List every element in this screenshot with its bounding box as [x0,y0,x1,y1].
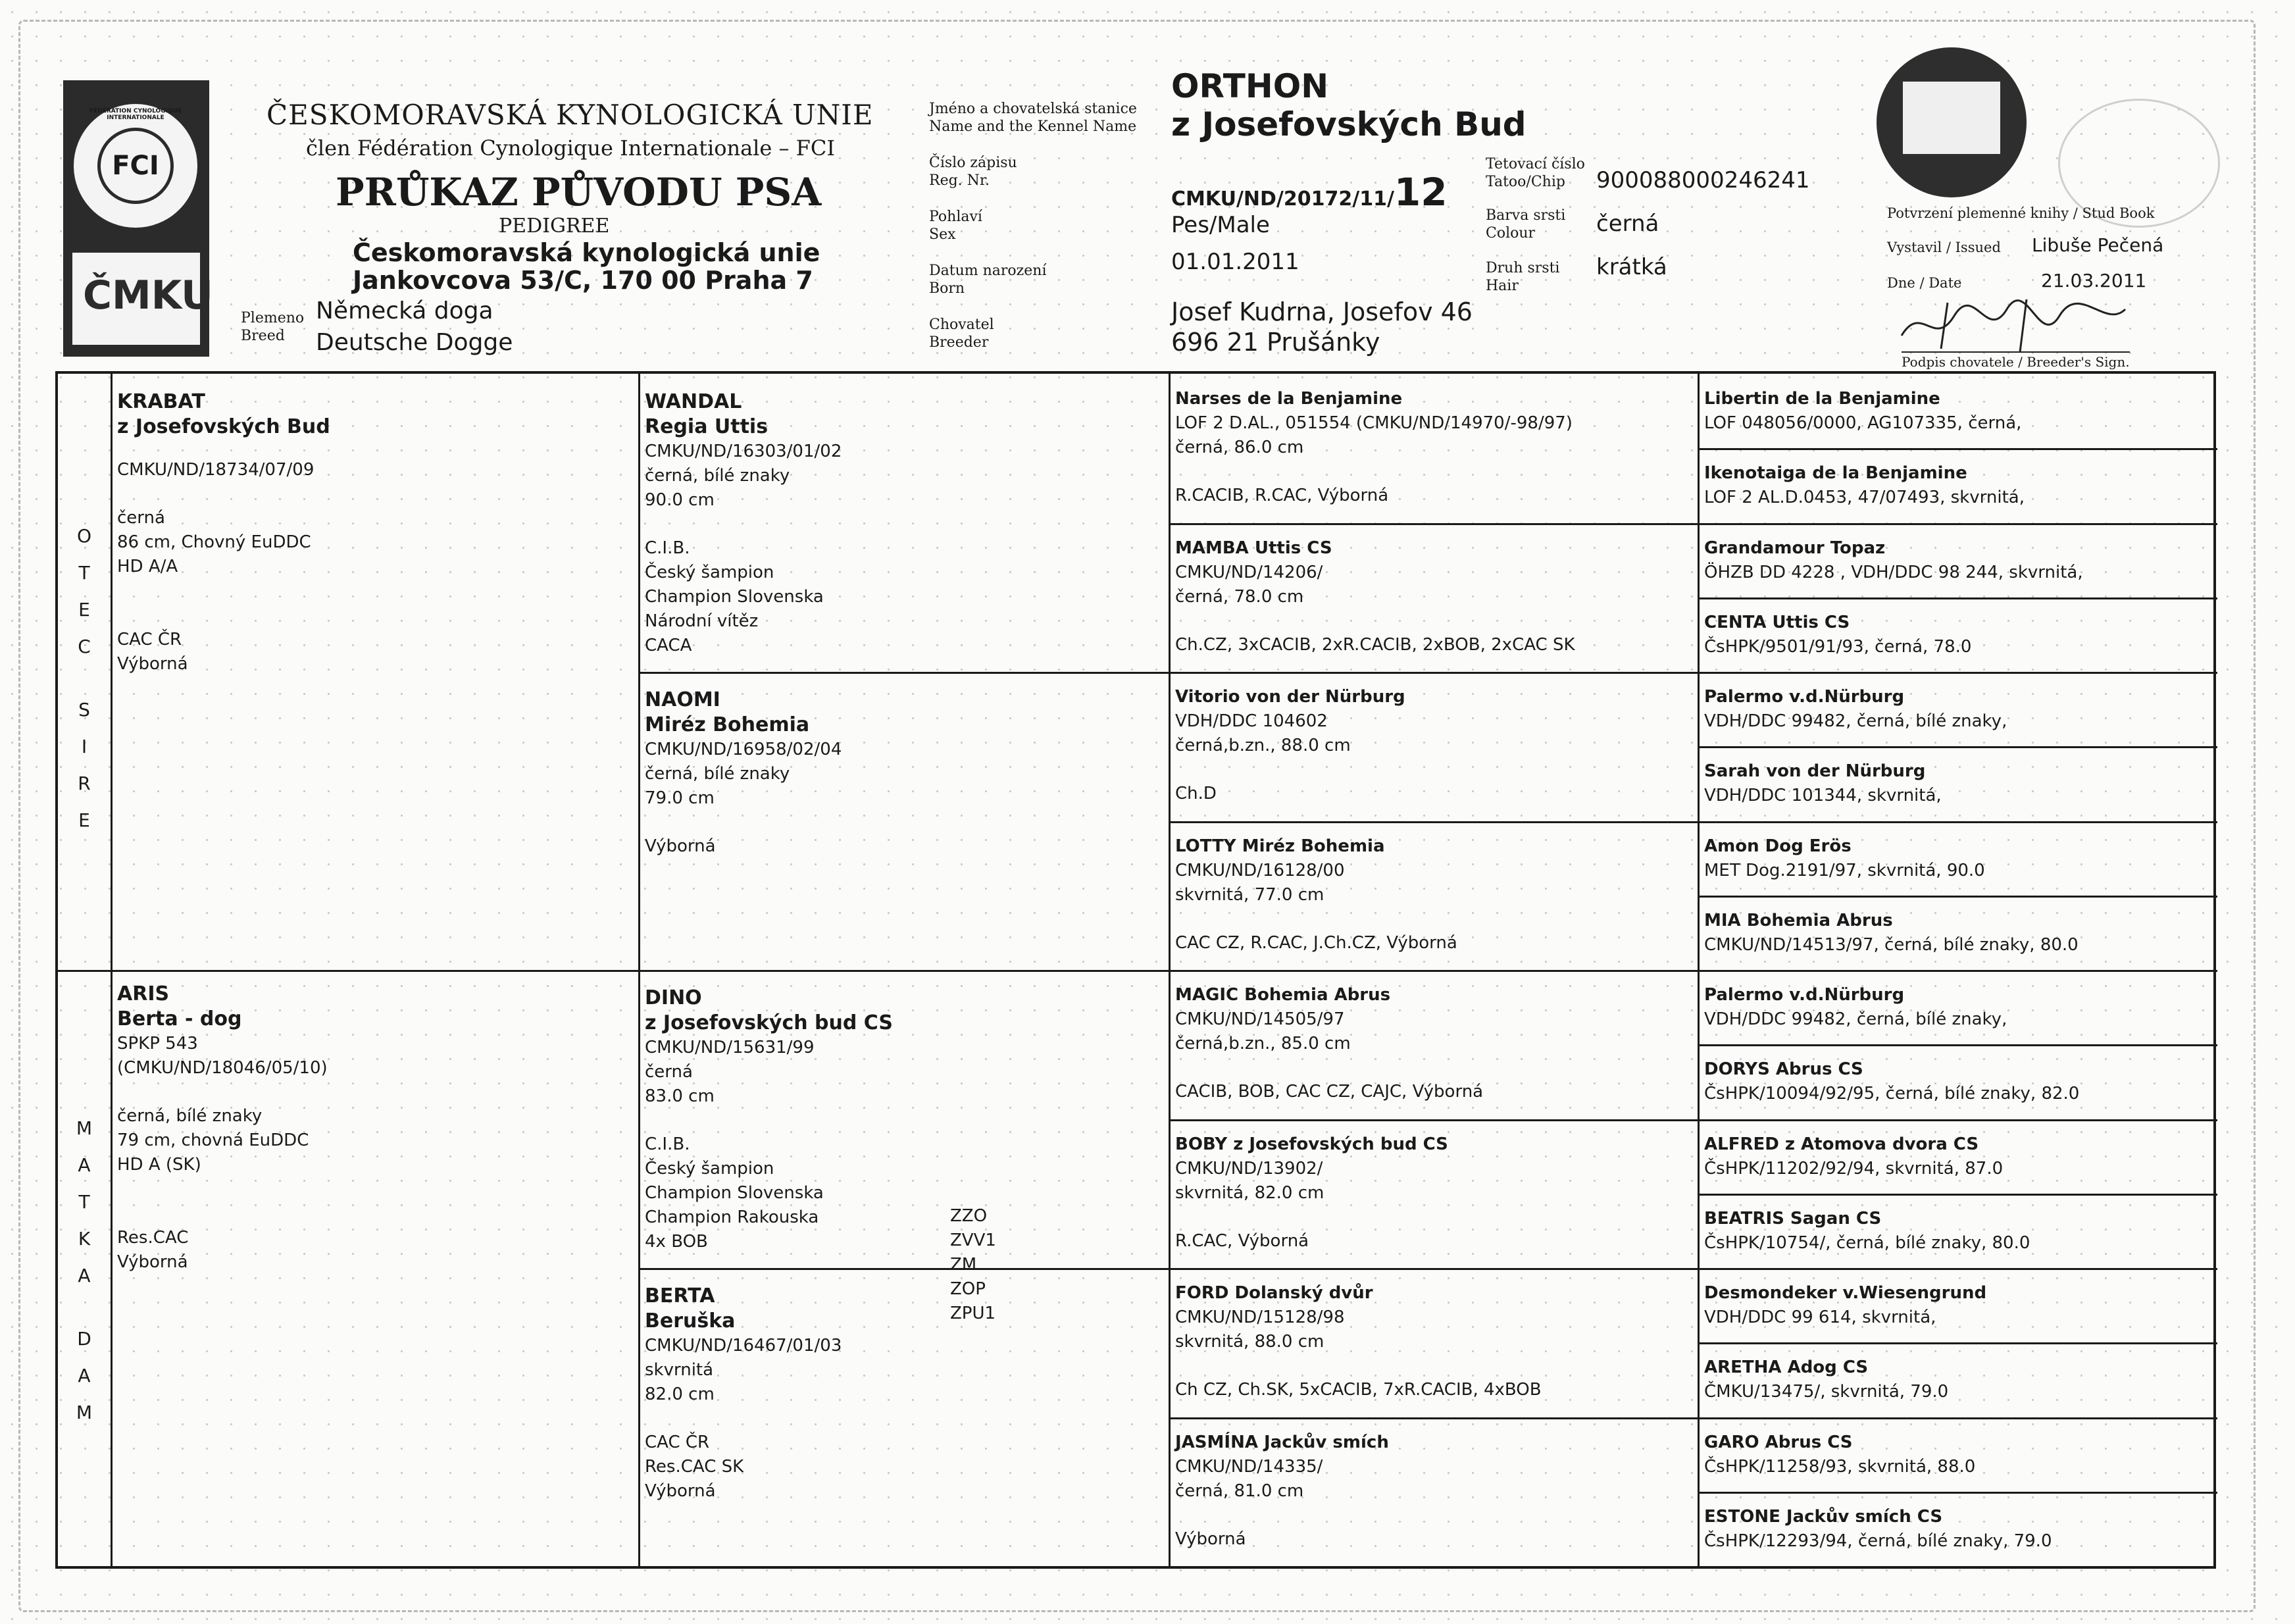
stamp-inner [1903,82,2000,154]
doc-title: PRŮKAZ PŮVODU PSA [336,170,822,215]
sire-letter: C [78,636,91,657]
reg-number [1171,170,1448,215]
breeder-label [929,316,994,351]
gen4-cell [1704,1207,2211,1256]
dam-letter: A [78,1265,91,1286]
gen2-title: Národní vítěz [645,611,759,631]
dam-reg2: (CMKU/ND/18046/05/10) [117,1058,328,1078]
gen3-cell [1175,1431,1688,1552]
gen4-info: ČsHPK/12293/94, černá, bílé znaky, 79.0 [1704,1531,2052,1551]
gen2-reg: CMKU/ND/16467/01/03 [645,1336,842,1356]
gen4-info: ÖHZB DD 4228 , VDH/DDC 98 244, skvrnitá, [1704,562,2083,582]
address-line2: Jankovcova 53/C, 170 00 Praha 7 [353,266,813,295]
gen3-name: Narses de la Benjamine [1175,389,1403,409]
hair-label [1486,259,1559,295]
gen4-name: ARETHA Adog CS [1704,1358,1869,1378]
gen4-cell [1704,1132,2211,1181]
gen4-info: MET Dog.2191/97, skvrnitá, 90.0 [1704,860,1985,880]
fci-logo-text: FCI [97,128,174,204]
fci-ring-text: FÉDÉRATION CYNOLOGIQUE INTERNATIONALE [89,108,182,121]
gen4-info: LOF 048056/0000, AG107335, černá, [1704,413,2022,433]
dam-letter: M [76,1117,93,1139]
gen2-name: DINO [645,986,702,1009]
gen2-title: Champion Slovenska [645,1183,824,1203]
born-label [929,262,1046,297]
dam-hd: HD A (SK) [117,1155,201,1175]
gen2-title-right: ZPU1 [950,1304,996,1323]
dam-cell [117,982,328,1275]
sire-letter: R [78,773,91,794]
breed-label [241,309,304,345]
date-value: 21.03.2011 [2041,270,2147,292]
gen2-title-right: ZZO [950,1206,988,1226]
gen3-titles: Ch CZ, Ch.SK, 5xCACIB, 7xR.CACIB, 4xBOB [1175,1380,1542,1400]
gen2-title: Champion Rakouska [645,1207,819,1227]
gen4-name: Libertin de la Benjamine [1704,389,1940,409]
gen2-title: CACA [645,636,692,655]
gen3-name: MAGIC Bohemia Abrus [1175,985,1391,1005]
dam-grade: Výborná [117,1252,188,1272]
address-line1: Českomoravská kynologická unie [353,238,820,267]
gen2-title: Český šampion [645,1159,774,1179]
sign-label: Podpis chovatele / Breeder's Sign. [1902,351,2130,370]
gen3-name: Vitorio von der Nürburg [1175,687,1405,707]
gen3-name: FORD Dolanský dvůr [1175,1283,1373,1303]
gen4-cell [1704,1505,2211,1554]
cmku-logo [72,253,213,345]
gen3-cell [1175,685,1688,806]
gen3-titles: R.CACIB, R.CAC, Výborná [1175,486,1389,505]
breed-label-en: Breed [241,328,285,344]
gen2-title: CAC ČR [645,1433,710,1452]
date-label: Dne / Date [1887,275,1962,291]
gen3-titles: Ch.D [1175,784,1217,803]
dog-kennel: z Josefovských Bud [1171,105,1526,143]
gen2-kennel: z Josefovských bud CS [645,1011,893,1034]
gen2-reg: CMKU/ND/16958/02/04 [645,740,842,759]
gen4-name: Amon Dog Erös [1704,836,1852,856]
cmku-logo-text: ČMKU [83,272,213,318]
gen3-reg: CMKU/ND/14206/ [1175,562,1323,582]
gen4-cell [1704,1281,2211,1330]
gen2-size: 83.0 cm [645,1086,715,1106]
gen3-name: LOTTY Miréz Bohemia [1175,836,1385,856]
gen3-reg: VDH/DDC 104602 [1175,711,1328,731]
hair-label-en: Hair [1486,278,1519,294]
sire-letter: T [78,562,90,584]
signature-scribble [1895,290,2132,355]
gen3-info: černá, 86.0 cm [1175,438,1304,457]
gen2-title-right: ZOP [950,1279,986,1299]
org-name: ČESKOMORAVSKÁ KYNOLOGICKÁ UNIE [266,99,874,131]
gen4-cell [1704,461,2211,510]
gen4-info: CMKU/ND/14513/97, černá, bílé znaky, 80.0 [1704,934,2079,955]
gen2-colour: černá, bílé znaky [645,466,790,486]
dam-letter: D [77,1328,91,1350]
gen3-cell [1175,983,1688,1104]
breed-cz: Německá doga [316,297,493,324]
dam-letter: A [78,1365,91,1386]
gen4-info: ČsHPK/10094/92/95, černá, bílé znaky, 82.0 [1704,1084,2080,1104]
reg-number-suffix: 12 [1394,170,1448,215]
reg-number-main: CMKU/ND/20172/11/ [1171,188,1394,211]
dam-letter: T [78,1191,90,1213]
gen3-titles: Ch.CZ, 3xCACIB, 2xR.CACIB, 2xBOB, 2xCAC SK [1175,634,1575,655]
sire-letter: O [76,525,92,547]
gen4-cell [1704,909,2211,957]
sire-vertical-label [58,525,111,846]
gen4-cell [1704,834,2211,883]
born-label-en: Born [929,280,965,297]
gen2-name: NAOMI [645,688,720,711]
gen2-cell [645,1284,1145,1504]
gen2-reg: CMKU/ND/16303/01/02 [645,442,842,461]
gen4-info: VDH/DDC 101344, skvrnitá, [1704,786,1942,806]
reg-label-cz: Číslo zápisu [929,155,1017,171]
gen4-name: CENTA Uttis CS [1704,612,1850,632]
gen3-name: MAMBA Uttis CS [1175,538,1332,558]
sire-kennel: z Josefovských Bud [117,415,330,438]
gen4-info: ČsHPK/10754/, černá, bílé znaky, 80.0 [1704,1232,2030,1253]
sire-hd: HD A/A [117,557,178,576]
org-member: člen Fédération Cynologique Internationale – FCI [306,136,835,161]
gen4-info: ČsHPK/11258/93, skvrnitá, 88.0 [1704,1456,1976,1477]
studbook-confirm: Potvrzení plemenné knihy / Stud Book [1887,205,2155,221]
chip-label-cz: Tetovací číslo [1486,156,1585,172]
dam-kennel: Berta - dog [117,1007,242,1030]
gen3-titles: CAC CZ, R.CAC, J.Ch.CZ, Výborná [1175,932,1457,953]
gen2-name: WANDAL [645,390,742,413]
gen3-reg: CMKU/ND/16128/00 [1175,860,1345,880]
gen4-name: Sarah von der Nürburg [1704,761,1926,782]
gen4-info: ČsHPK/11202/92/94, skvrnitá, 87.0 [1704,1158,2004,1179]
colour-value: černá [1596,211,1659,237]
dam-letter: M [76,1402,93,1423]
gen4-name: DORYS Abrus CS [1704,1059,1863,1080]
gen3-reg: CMKU/ND/14335/ [1175,1456,1323,1477]
sire-letter: E [78,599,90,621]
gen2-reg: CMKU/ND/15631/99 [645,1038,815,1057]
gen3-info: černá,b.zn., 88.0 cm [1175,736,1351,755]
colour-label [1486,207,1565,242]
gen3-cell [1175,536,1688,657]
gen3-info: černá,b.zn., 85.0 cm [1175,1034,1351,1053]
sire-reg: CMKU/ND/18734/07/09 [117,460,315,480]
gen2-title: C.I.B. [645,538,690,558]
gen2-cell [645,688,1145,859]
doc-subtitle: PEDIGREE [499,215,610,238]
gen4-info: VDH/DDC 99482, černá, bílé znaky, [1704,711,2007,731]
gen3-name: JASMÍNA Jackův smích [1175,1432,1389,1452]
gen4-cell [1704,536,2211,585]
sire-size: 86 cm, Chovný EuDDC [117,532,311,552]
pedigree-table [55,371,2216,1569]
gen4-name: Desmondeker v.Wiesengrund [1704,1283,1987,1303]
gen3-reg: CMKU/ND/15128/98 [1175,1307,1345,1327]
gen4-name: Ikenotaiga de la Benjamine [1704,463,1967,484]
gen2-kennel: Miréz Bohemia [645,713,810,736]
name-label-cz: Jméno a chovatelská stanice [929,101,1137,117]
reg-label-en: Reg. Nr. [929,172,990,189]
gen2-kennel: Regia Uttis [645,415,769,438]
gen2-name: BERTA [645,1284,715,1307]
breeder-line2: 696 21 Prušánky [1171,328,1380,357]
chip-value: 900088000246241 [1596,167,1810,193]
gen4-name: Palermo v.d.Nürburg [1704,687,1905,707]
gen2-colour: černá, bílé znaky [645,764,790,784]
gen4-name: GARO Abrus CS [1704,1432,1853,1452]
dam-name: ARIS [117,982,170,1005]
gen2-title: C.I.B. [645,1134,690,1154]
gen3-cell [1175,1132,1688,1254]
gen2-cell [645,390,1145,658]
gen4-info: VDH/DDC 99482, černá, bílé znaky, [1704,1009,2007,1029]
sex-label [929,208,982,243]
sire-letter: I [81,736,88,757]
gen3-info: skvrnitá, 88.0 cm [1175,1332,1324,1352]
gen2-title: 4x BOB [645,1232,708,1252]
gen3-titles: R.CAC, Výborná [1175,1231,1309,1251]
gen3-titles: CACIB, BOB, CAC CZ, CAJC, Výborná [1175,1082,1484,1102]
gen4-name: BEATRIS Sagan CS [1704,1208,1882,1229]
sire-grade: Výborná [117,654,188,674]
cmku-stamp [1877,47,2027,197]
breeder-label-en: Breeder [929,334,989,351]
fci-logo [70,100,201,232]
dam-letter: A [78,1154,91,1176]
breed-de: Deutsche Dogge [316,329,513,356]
breeder-line1: Josef Kudrna, Josefov 46 [1171,297,1473,326]
gen3-info: černá, 81.0 cm [1175,1481,1304,1501]
gen4-name: ESTONE Jackův smích CS [1704,1506,1943,1527]
sire-letter: S [78,699,90,721]
gen4-cell [1704,611,2211,659]
issued-label: Vystavil / Issued [1887,240,2001,255]
colour-label-cz: Barva srsti [1486,207,1566,224]
dog-name: ORTHON [1171,67,1329,105]
gen2-size: 79.0 cm [645,788,715,808]
gen2-title: Český šampion [645,563,774,582]
gen2-size: 82.0 cm [645,1384,715,1404]
gen2-colour: skvrnitá [645,1360,714,1380]
gen2-kennel: Beruška [645,1309,736,1332]
dam-titles: Res.CAC [117,1228,189,1248]
gen4-cell [1704,685,2211,734]
gen4-name: Palermo v.d.Nürburg [1704,985,1905,1005]
gen3-info: černá, 78.0 cm [1175,586,1304,607]
gen4-cell [1704,1431,2211,1479]
colour-label-en: Colour [1486,225,1536,241]
gen3-titles: Výborná [1175,1529,1246,1549]
gen3-cell [1175,1281,1688,1402]
dam-size: 79 cm, chovná EuDDC [117,1130,309,1150]
gen2-title-right: ZM [950,1255,977,1275]
reg-label [929,154,1017,190]
gen2-colour: černá [645,1062,693,1082]
gen3-reg: LOF 2 D.AL., 051554 (CMKU/ND/14970/-98/97) [1175,413,1573,433]
gen4-info: LOF 2 AL.D.0453, 47/07493, skvrnitá, [1704,488,2025,508]
gen3-info: skvrnitá, 77.0 cm [1175,884,1324,905]
gen4-info: ČsHPK/9501/91/93, černá, 78.0 [1704,636,1972,657]
gen4-info: VDH/DDC 99 614, skvrnitá, [1704,1307,1936,1327]
gen4-info: ČMKU/13475/, skvrnitá, 79.0 [1704,1382,1949,1402]
gen3-info: skvrnitá, 82.0 cm [1175,1182,1324,1203]
gen2-title: Res.CAC SK [645,1457,744,1477]
sex-label-cz: Pohlaví [929,209,982,225]
issued-by: Libuše Pečená [2032,234,2164,256]
gen4-name: Grandamour Topaz [1704,538,1886,558]
gen3-cell [1175,834,1688,955]
gen2-title: Výborná [645,1481,716,1501]
dam-letter: K [78,1228,91,1250]
gen4-cell [1704,983,2211,1032]
gen3-reg: CMKU/ND/14505/97 [1175,1009,1345,1029]
born-value: 01.01.2011 [1171,249,1299,275]
hair-label-cz: Druh srsti [1486,260,1560,276]
logo-block [63,80,213,357]
gen4-cell [1704,759,2211,808]
gen3-reg: CMKU/ND/13902/ [1175,1158,1323,1179]
dam-vertical-label [58,1117,111,1438]
breeder-label-cz: Chovatel [929,317,994,333]
hair-value: krátká [1596,254,1667,280]
gen2-title: Výborná [645,836,716,856]
gen2-title-right: ZVV1 [950,1231,996,1250]
sire-name: KRABAT [117,390,205,413]
dam-colour: černá, bílé znaky [117,1106,263,1126]
gen2-title: Champion Slovenska [645,587,824,607]
name-label [929,100,1137,136]
gen4-name: MIA Bohemia Abrus [1704,910,1893,930]
sire-cell [117,390,330,676]
sex-value: Pes/Male [1171,212,1270,238]
gen4-name: ALFRED z Atomova dvora CS [1704,1134,1979,1154]
sire-colour: černá [117,508,165,528]
gen4-cell [1704,387,2211,436]
gen4-cell [1704,1057,2211,1106]
gen3-name: BOBY z Josefovských bud CS [1175,1134,1448,1154]
sire-letter: E [78,809,90,831]
gen3-cell [1175,387,1688,508]
name-label-en: Name and the Kennel Name [929,118,1137,135]
sex-label-en: Sex [929,226,956,243]
gen2-size: 90.0 cm [645,490,715,510]
born-label-cz: Datum narození [929,263,1047,279]
gen4-cell [1704,1356,2211,1404]
dam-reg: SPKP 543 [117,1034,198,1053]
breed-label-cz: Plemeno [241,310,305,326]
chip-label-en: Tatoo/Chip [1486,174,1565,190]
sire-titles: CAC ČR [117,630,182,649]
chip-label [1486,155,1585,191]
